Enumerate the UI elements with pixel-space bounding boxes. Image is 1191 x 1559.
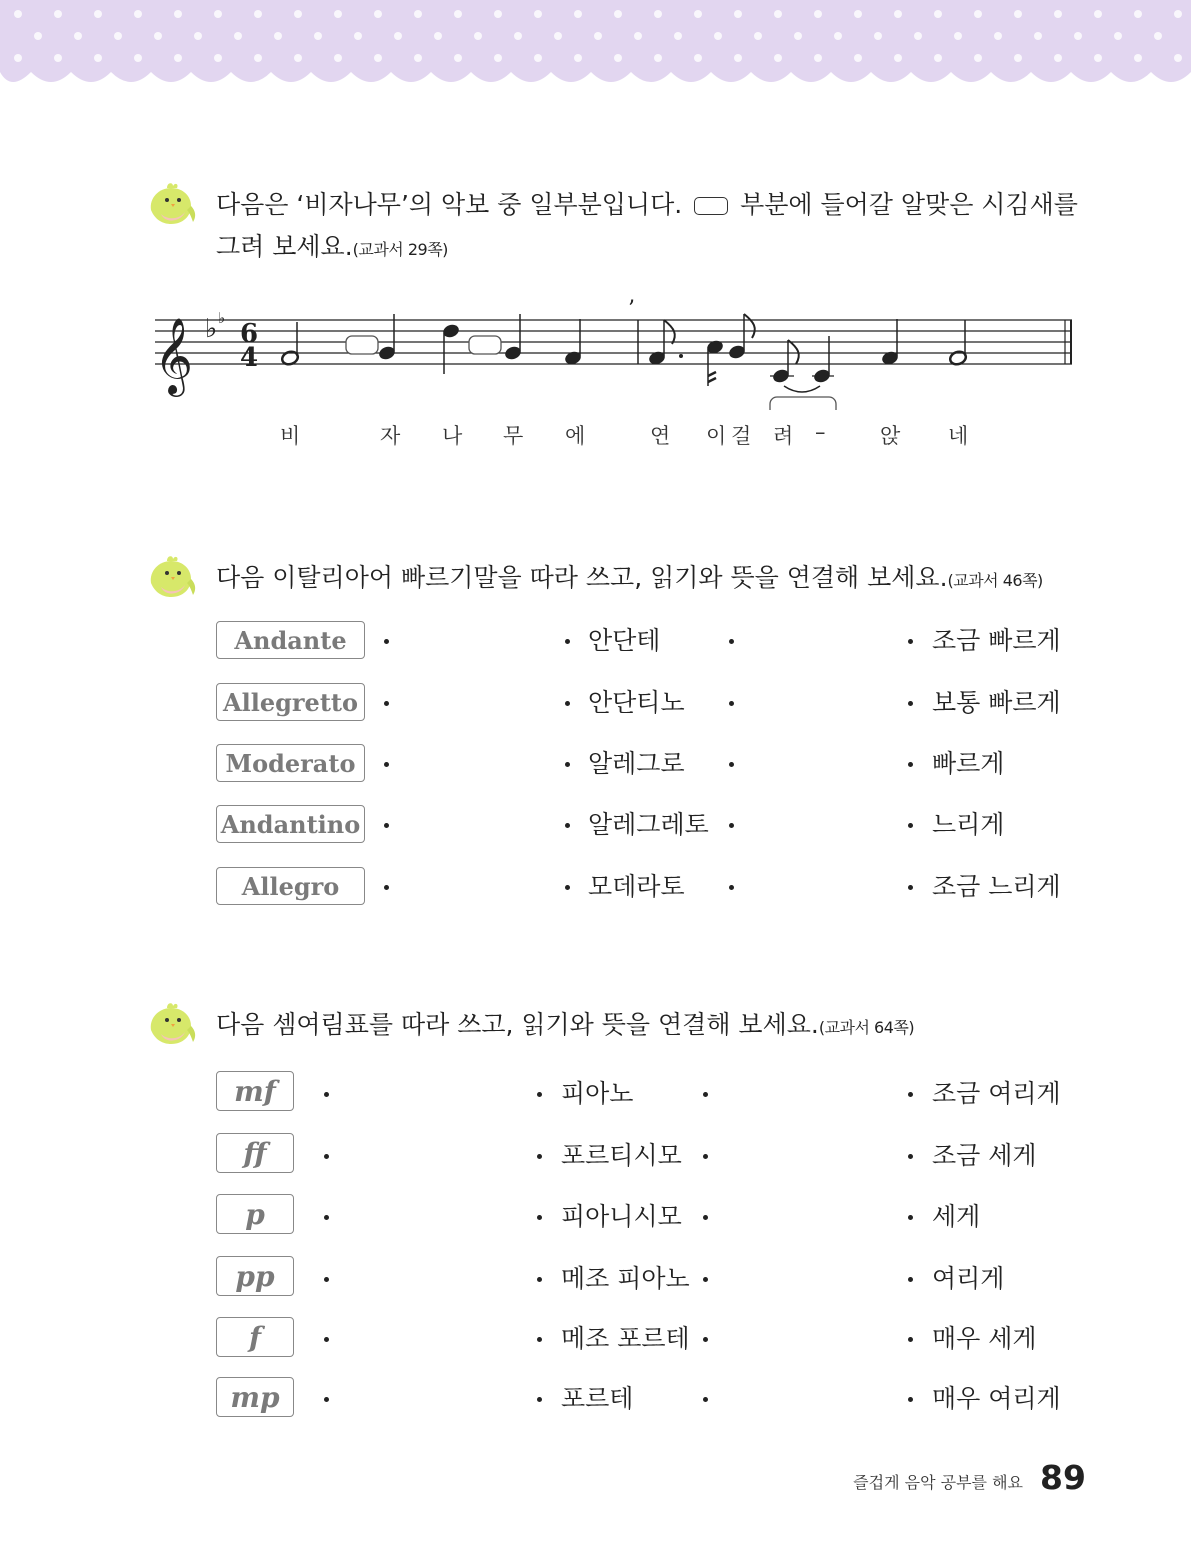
banner-dot xyxy=(474,32,482,40)
quarter-note-5 xyxy=(812,336,834,384)
connect-dot[interactable] xyxy=(324,1215,329,1220)
banner-dot xyxy=(214,10,222,18)
quarter-note-4 xyxy=(563,319,582,366)
dynamics-meaning: 조금 여리게 xyxy=(932,1079,1061,1108)
banner-dot xyxy=(194,32,202,40)
tempo-meaning: 조금 느리게 xyxy=(932,872,1061,901)
question-1-text-a: 다음은 ‘비자나무’의 악보 중 일부분입니다. xyxy=(216,190,683,219)
banner-dot xyxy=(514,32,522,40)
connect-dot[interactable] xyxy=(565,639,570,644)
music-score xyxy=(150,290,1080,410)
top-banner xyxy=(0,0,1191,90)
banner-dot xyxy=(374,10,382,18)
connect-dot[interactable] xyxy=(324,1277,329,1282)
banner-dot xyxy=(1014,10,1022,18)
tempo-term-box[interactable]: Andantino xyxy=(216,805,365,843)
banner-dot xyxy=(174,54,182,62)
dynamics-reading: 피아노 xyxy=(561,1079,634,1108)
answer-blank-box-3[interactable] xyxy=(770,397,836,410)
banner-dot xyxy=(234,32,242,40)
connect-dot[interactable] xyxy=(324,1092,329,1097)
bird-mascot-icon xyxy=(147,180,199,228)
banner-dot xyxy=(134,54,142,62)
banner-dot xyxy=(574,54,582,62)
eighth-note-2 xyxy=(770,340,799,384)
answer-blank-box-1[interactable] xyxy=(346,336,378,354)
banner-dot xyxy=(1154,32,1162,40)
dynamics-symbol-box[interactable]: mf xyxy=(216,1071,294,1111)
banner-dot xyxy=(154,32,162,40)
dynamics-symbol-box[interactable]: pp xyxy=(216,1256,294,1296)
connect-dot[interactable] xyxy=(908,1277,913,1282)
question-1-text-b: 부분에 들어갈 알맞은 시김새를 xyxy=(740,190,1078,219)
banner-dot xyxy=(274,32,282,40)
banner-dot xyxy=(354,32,362,40)
connect-dot[interactable] xyxy=(908,1337,913,1342)
banner-dot xyxy=(1014,54,1022,62)
question-1-text-line2 xyxy=(216,226,448,271)
connect-dot[interactable] xyxy=(537,1154,542,1159)
banner-dot xyxy=(294,54,302,62)
lyric-syllable: 려 xyxy=(773,424,794,448)
tempo-meaning: 빠르게 xyxy=(932,749,1005,778)
connect-dot[interactable] xyxy=(565,762,570,767)
question-2-ref: (교과서 46쪽) xyxy=(947,571,1043,590)
connect-dot[interactable] xyxy=(703,1397,708,1402)
banner-dot xyxy=(734,54,742,62)
banner-dot xyxy=(934,54,942,62)
dynamics-meaning: 세게 xyxy=(932,1202,981,1231)
banner-dot xyxy=(1094,54,1102,62)
connect-dot[interactable] xyxy=(908,1215,913,1220)
connect-dot[interactable] xyxy=(729,639,734,644)
banner-dot xyxy=(994,32,1002,40)
dynamics-meaning: 여리게 xyxy=(932,1264,1005,1293)
question-1-text-c: 그려 보세요. xyxy=(216,232,353,261)
quarter-note-6 xyxy=(880,319,899,366)
connect-dot[interactable] xyxy=(537,1092,542,1097)
dynamics-reading: 포르테 xyxy=(561,1384,634,1413)
banner-dot xyxy=(614,54,622,62)
banner-dot xyxy=(654,10,662,18)
banner-dot xyxy=(854,10,862,18)
banner-dot xyxy=(94,54,102,62)
lyric-syllable: 걸 xyxy=(731,424,752,448)
sixteenth-note xyxy=(705,339,724,386)
dynamics-symbol-box[interactable]: mp xyxy=(216,1377,294,1417)
connect-dot[interactable] xyxy=(565,885,570,890)
tempo-reading: 안단티노 xyxy=(588,688,685,717)
connect-dot[interactable] xyxy=(537,1337,542,1342)
half-note-2 xyxy=(948,320,967,366)
banner-dot xyxy=(814,54,822,62)
banner-dot xyxy=(174,10,182,18)
dotted-eighth-note xyxy=(647,320,683,366)
lyric-syllable: 연 xyxy=(650,424,671,448)
banner-dot xyxy=(774,10,782,18)
connect-dot[interactable] xyxy=(324,1337,329,1342)
lyric-syllable: 앉 xyxy=(880,424,901,448)
banner-dot xyxy=(694,54,702,62)
banner-dot xyxy=(834,32,842,40)
banner-dot xyxy=(954,32,962,40)
banner-dot xyxy=(894,10,902,18)
bird-mascot-icon xyxy=(147,553,199,601)
banner-dot xyxy=(54,54,62,62)
banner-dot xyxy=(554,32,562,40)
banner-dot xyxy=(414,54,422,62)
tempo-reading: 알레그로 xyxy=(588,749,685,778)
lyric-syllable: 에 xyxy=(565,424,586,448)
lyric-syllable: 네 xyxy=(948,424,969,448)
footer-caption: 즐겁게 음악 공부를 해요 xyxy=(853,1473,1023,1492)
question-2-text xyxy=(216,557,1043,602)
banner-dot xyxy=(654,54,662,62)
connect-dot[interactable] xyxy=(908,823,913,828)
question-1-ref: (교과서 29쪽) xyxy=(352,240,448,259)
connect-dot[interactable] xyxy=(729,701,734,706)
connect-dot[interactable] xyxy=(703,1277,708,1282)
tempo-term-box[interactable]: Allegro xyxy=(216,867,365,905)
banner-dot xyxy=(54,10,62,18)
banner-dot xyxy=(334,54,342,62)
banner-dot xyxy=(814,10,822,18)
connect-dot[interactable] xyxy=(565,823,570,828)
banner-dot xyxy=(674,32,682,40)
banner-dot xyxy=(594,32,602,40)
banner-dot xyxy=(694,10,702,18)
connect-dot[interactable] xyxy=(908,1092,913,1097)
dynamics-reading: 메조 피아노 xyxy=(561,1264,690,1293)
banner-dot xyxy=(114,32,122,40)
dynamics-reading: 포르티시모 xyxy=(561,1141,682,1170)
banner-dot xyxy=(974,54,982,62)
banner-dot xyxy=(414,10,422,18)
dynamics-meaning: 매우 세게 xyxy=(932,1324,1037,1353)
dynamics-reading: 메조 포르테 xyxy=(561,1324,690,1353)
tempo-reading: 안단테 xyxy=(588,626,661,655)
banner-dot xyxy=(494,54,502,62)
banner-dot xyxy=(614,10,622,18)
banner-dot xyxy=(1174,54,1182,62)
connect-dot[interactable] xyxy=(565,701,570,706)
banner-dot xyxy=(714,32,722,40)
connect-dot[interactable] xyxy=(324,1154,329,1159)
banner-dot xyxy=(454,10,462,18)
tempo-meaning: 느리게 xyxy=(932,810,1005,839)
connect-dot[interactable] xyxy=(908,1154,913,1159)
connect-dot[interactable] xyxy=(384,885,389,890)
banner-dot xyxy=(434,32,442,40)
dynamics-symbol-box[interactable]: f xyxy=(216,1317,294,1357)
connect-dot[interactable] xyxy=(908,701,913,706)
tempo-reading: 모데라토 xyxy=(588,872,685,901)
tempo-term-box[interactable]: Andante xyxy=(216,621,365,659)
connect-dot[interactable] xyxy=(384,762,389,767)
tempo-meaning: 조금 빠르게 xyxy=(932,626,1061,655)
banner-dot xyxy=(454,54,462,62)
question-1-text xyxy=(216,184,1078,226)
dynamics-symbol-box[interactable]: ff xyxy=(216,1133,294,1173)
tempo-reading: 알레그레토 xyxy=(588,810,709,839)
banner-dot xyxy=(914,32,922,40)
time-signature-top: 6 xyxy=(240,319,259,349)
lyric-syllable: 비 xyxy=(280,424,301,448)
half-note-1 xyxy=(280,322,299,366)
page-number: 89 xyxy=(1040,1458,1086,1497)
banner-dot xyxy=(134,10,142,18)
connect-dot[interactable] xyxy=(537,1215,542,1220)
banner-dot xyxy=(1034,32,1042,40)
connect-dot[interactable] xyxy=(384,701,389,706)
staff-lines xyxy=(155,320,1072,364)
connect-dot[interactable] xyxy=(908,639,913,644)
banner-dot xyxy=(14,54,22,62)
banner-dot xyxy=(1074,32,1082,40)
connect-dot[interactable] xyxy=(729,823,734,828)
banner-dot xyxy=(534,54,542,62)
banner-dot xyxy=(1094,10,1102,18)
banner-dot xyxy=(634,32,642,40)
banner-dot xyxy=(894,54,902,62)
lyric-syllable: 무 xyxy=(503,424,524,448)
banner-dot xyxy=(734,10,742,18)
banner-dot xyxy=(34,32,42,40)
banner-dot xyxy=(14,10,22,18)
lyric-syllable: – xyxy=(815,420,826,444)
banner-dot xyxy=(374,54,382,62)
connect-dot[interactable] xyxy=(908,1397,913,1402)
banner-dot xyxy=(294,10,302,18)
lyric-syllable: 나 xyxy=(442,424,463,448)
banner-dot xyxy=(1054,54,1062,62)
flat-sign-icon: ♭ xyxy=(205,314,218,344)
slur xyxy=(784,386,820,392)
banner-dot xyxy=(1174,10,1182,18)
bird-mascot-icon xyxy=(147,1000,199,1048)
banner-dot xyxy=(534,10,542,18)
banner-dot xyxy=(494,10,502,18)
connect-dot[interactable] xyxy=(384,823,389,828)
banner-dot xyxy=(974,10,982,18)
quarter-note-1 xyxy=(377,314,396,361)
dynamics-meaning: 매우 여리게 xyxy=(932,1384,1061,1413)
question-3-text-main: 다음 셈여림표를 따라 쓰고, 읽기와 뜻을 연결해 보세요. xyxy=(216,1010,819,1039)
banner-dot xyxy=(394,32,402,40)
lyric-syllable: 이 xyxy=(706,424,727,448)
banner-dot xyxy=(1114,32,1122,40)
banner-dot xyxy=(794,32,802,40)
connect-dot[interactable] xyxy=(703,1092,708,1097)
treble-clef-icon: 𝄞 xyxy=(154,317,194,394)
dynamics-reading: 피아니시모 xyxy=(561,1202,682,1231)
tempo-term-box[interactable]: Allegretto xyxy=(216,683,365,721)
inline-blank-box xyxy=(694,197,728,215)
banner-dot xyxy=(314,32,322,40)
banner-dot xyxy=(1134,10,1142,18)
connect-dot[interactable] xyxy=(703,1337,708,1342)
dynamics-meaning: 조금 세게 xyxy=(932,1141,1037,1170)
banner-dot xyxy=(1134,54,1142,62)
connect-dot[interactable] xyxy=(729,762,734,767)
connect-dot[interactable] xyxy=(537,1277,542,1282)
lyric-syllable: 자 xyxy=(380,424,401,448)
flat-sign-2-icon: ♭ xyxy=(218,309,226,327)
connect-dot[interactable] xyxy=(908,885,913,890)
banner-dot xyxy=(754,32,762,40)
banner-dot xyxy=(74,32,82,40)
banner-dot xyxy=(874,32,882,40)
banner-dot xyxy=(254,54,262,62)
quarter-note-2 xyxy=(441,323,460,374)
tempo-meaning: 보통 빠르게 xyxy=(932,688,1061,717)
banner-dot xyxy=(574,10,582,18)
connect-dot[interactable] xyxy=(908,762,913,767)
banner-dot xyxy=(94,10,102,18)
connect-dot[interactable] xyxy=(384,639,389,644)
banner-dot xyxy=(214,54,222,62)
connect-dot[interactable] xyxy=(729,885,734,890)
connect-dot[interactable] xyxy=(703,1154,708,1159)
breath-mark-icon: ’ xyxy=(628,297,635,322)
banner-dot xyxy=(334,10,342,18)
banner-dot xyxy=(1054,10,1062,18)
banner-dot xyxy=(254,10,262,18)
connect-dot[interactable] xyxy=(703,1215,708,1220)
question-2-text-main: 다음 이탈리아어 빠르기말을 따라 쓰고, 읽기와 뜻을 연결해 보세요. xyxy=(216,563,948,592)
answer-blank-box-2[interactable] xyxy=(469,336,501,354)
banner-dot xyxy=(774,54,782,62)
dynamics-symbol-box[interactable]: p xyxy=(216,1194,294,1234)
connect-dot[interactable] xyxy=(537,1397,542,1402)
tempo-term-box[interactable]: Moderato xyxy=(216,744,365,782)
question-3-ref: (교과서 64쪽) xyxy=(818,1018,915,1037)
banner-dot xyxy=(854,54,862,62)
quarter-note-3 xyxy=(503,314,522,361)
connect-dot[interactable] xyxy=(324,1397,329,1402)
time-signature-bottom: 4 xyxy=(240,343,259,373)
question-3-text xyxy=(216,1004,914,1049)
banner-dot xyxy=(934,10,942,18)
